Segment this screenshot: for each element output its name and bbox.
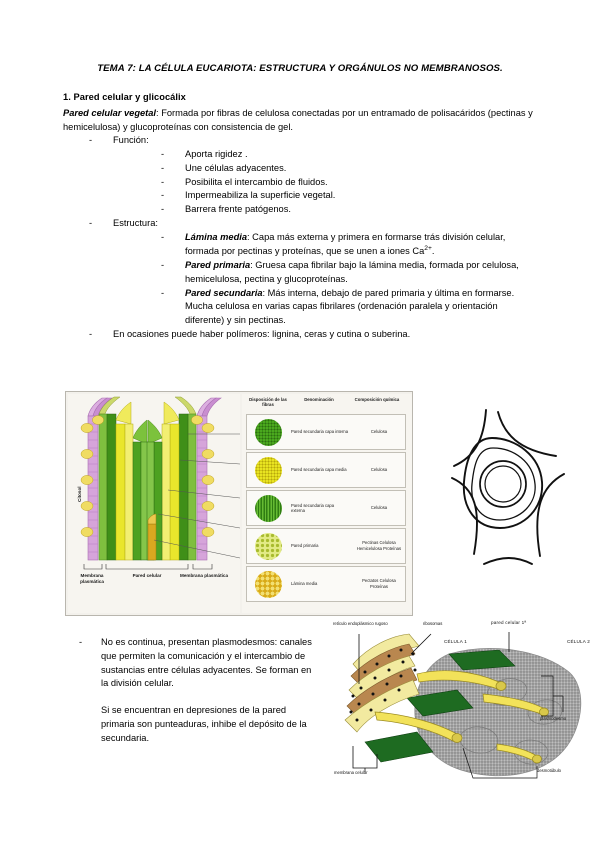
- cell-composicion: Pectatos Celulosa Proteínas: [362, 578, 396, 589]
- column-header-composicion: Composición química: [354, 397, 400, 402]
- list-item: - Impermeabiliza la superficie vegetal.: [161, 189, 537, 203]
- cell-composicion: Pectinas Celulosa Hemicelulosa Proteínas: [356, 540, 402, 551]
- fibre-pattern-icon: [255, 457, 282, 484]
- list-item: [161, 287, 537, 328]
- list-item: - No es continua, presentan plasmodesmos: canales que permiten la comunicación y el intercambio de sustancias entre células adyacentes. Se forman en la división celular.: [79, 636, 319, 691]
- list-item: - Posibilita el intercambio de fluidos.: [161, 176, 537, 190]
- list-item: [161, 231, 537, 260]
- superscript: 2+: [424, 245, 432, 253]
- document-body: [63, 62, 537, 342]
- estructura-sublist: [113, 231, 537, 328]
- table-row: [246, 490, 406, 526]
- cell-composicion: Celulosa: [370, 467, 388, 473]
- cell-outline-svg: [424, 404, 580, 589]
- plasmodesmos-list: [79, 636, 319, 691]
- bottom-text-block: [79, 636, 319, 745]
- label-reticulo-endoplasmico: retículo endoplásmico rugoso: [333, 621, 388, 626]
- figure-cell-outline-drawing: [424, 404, 580, 589]
- funcion-sublist: [113, 148, 537, 217]
- cell-denominacion: Pared secundaria capa interna: [291, 429, 349, 435]
- figure-cell-wall-layers: [65, 391, 413, 616]
- fibre-pattern-icon: [255, 495, 282, 522]
- list-item: - Une células adyacentes.: [161, 162, 537, 176]
- figure-plasmodesmata: [331, 620, 596, 795]
- fibre-pattern-icon: [255, 533, 282, 560]
- middle-lamella-column: [148, 514, 156, 560]
- fibre-pattern-icon: [255, 419, 282, 446]
- table-row: [246, 452, 406, 488]
- list-item: [161, 259, 537, 287]
- lead-paragraph-text: : Formada por fibras de celulosa conectadas por un entramado de polisacáridos (pectinas y hemicelulosa) y glucoproteínas con consistencia de gel.: [63, 107, 533, 132]
- table-row: [246, 566, 406, 602]
- table-row: [246, 414, 406, 450]
- term-pared-secundaria: Pared secundaria: [185, 287, 263, 298]
- term-lamina-media: Lámina media: [185, 231, 248, 242]
- cell-composicion: Celulosa: [370, 429, 388, 435]
- list-item: - Aporta rigidez .: [161, 148, 537, 162]
- lead-paragraph: [63, 107, 537, 135]
- label-membrana-plasmatica-left: Membrana plasmática: [80, 573, 104, 584]
- term-text: : Capa más externa y primera en formarse trás división celular, formada por pectinas y proteínas, que se unen a iones Ca: [185, 231, 506, 257]
- lead-term: Pared celular vegetal: [63, 107, 157, 118]
- funcion-label: Función:: [113, 135, 149, 146]
- label-ribosomas: ribosomas: [423, 621, 443, 626]
- table-row: [246, 528, 406, 564]
- estructura-label: Estructura:: [113, 217, 158, 228]
- label-desmotubulo: desmotúbulo: [537, 768, 561, 773]
- column-header-disposicion: Disposición de las fibras: [249, 397, 287, 408]
- label-pared-celular: Pared celular: [132, 573, 162, 578]
- section-heading: 1. Pared celular y glicocálix: [63, 91, 186, 102]
- list-item: - Barrera frente patógenos.: [161, 203, 537, 217]
- cell-denominacion: Pared secundaria capa media: [291, 467, 347, 473]
- label-plasmodesmo: plasmodesmo: [540, 716, 567, 721]
- cell-composicion: Celulosa: [370, 505, 388, 511]
- cell-denominacion: Pared secundaria capa externa: [291, 502, 335, 513]
- label-celula-1: CÉLULA 1: [444, 639, 468, 644]
- figure-wall-cross-section: [68, 394, 240, 613]
- cell-denominacion: Pared primaria: [291, 543, 319, 549]
- list-item-estructura: [89, 217, 537, 328]
- list-item-funcion: [89, 134, 537, 217]
- fibre-pattern-icon: [255, 571, 282, 598]
- label-pared-celular-primaria: pared celular 1ª: [491, 620, 527, 625]
- term-text: : Más interna, debajo de pared primaria y última en formarse. Mucha celulosa en varias capas fibrilares (ordenación paralela y orientación diferente) y sin pectinas.: [185, 287, 515, 326]
- label-celula-2: CÉLULA 2: [567, 639, 591, 644]
- cell-denominacion: Lámina media: [291, 581, 318, 587]
- figure-layers-table: [242, 394, 412, 613]
- term-tail: .: [431, 246, 435, 257]
- label-membrana-celular: membrana celular: [334, 770, 368, 775]
- structure-list: [63, 134, 537, 341]
- page-title: TEMA 7: LA CÉLULA EUCARIOTA: ESTRUCTURA Y ORGÁNULOS NO MEMBRANOSOS.: [97, 63, 503, 74]
- label-membrana-plasmatica-right: Membrana plasmática: [180, 573, 228, 578]
- label-citosol-left: Citosol: [77, 486, 82, 502]
- list-item-polimeros: - En ocasiones puede haber polímeros: lignina, ceras y cutina o suberina.: [89, 328, 537, 342]
- dimension-braces: [84, 564, 212, 569]
- punteaduras-paragraph: Si se encuentran en depresiones de la pared primaria son punteaduras, inhibe el depósito de la secundaria.: [101, 705, 307, 743]
- term-text: : Gruesa capa fibrilar bajo la lámina media, formada por celulosa, hemicelulosa, pectina y glucoproteínas.: [185, 260, 519, 284]
- column-header-denominacion: Denominación: [304, 397, 334, 402]
- term-pared-primaria: Pared primaria: [185, 260, 251, 271]
